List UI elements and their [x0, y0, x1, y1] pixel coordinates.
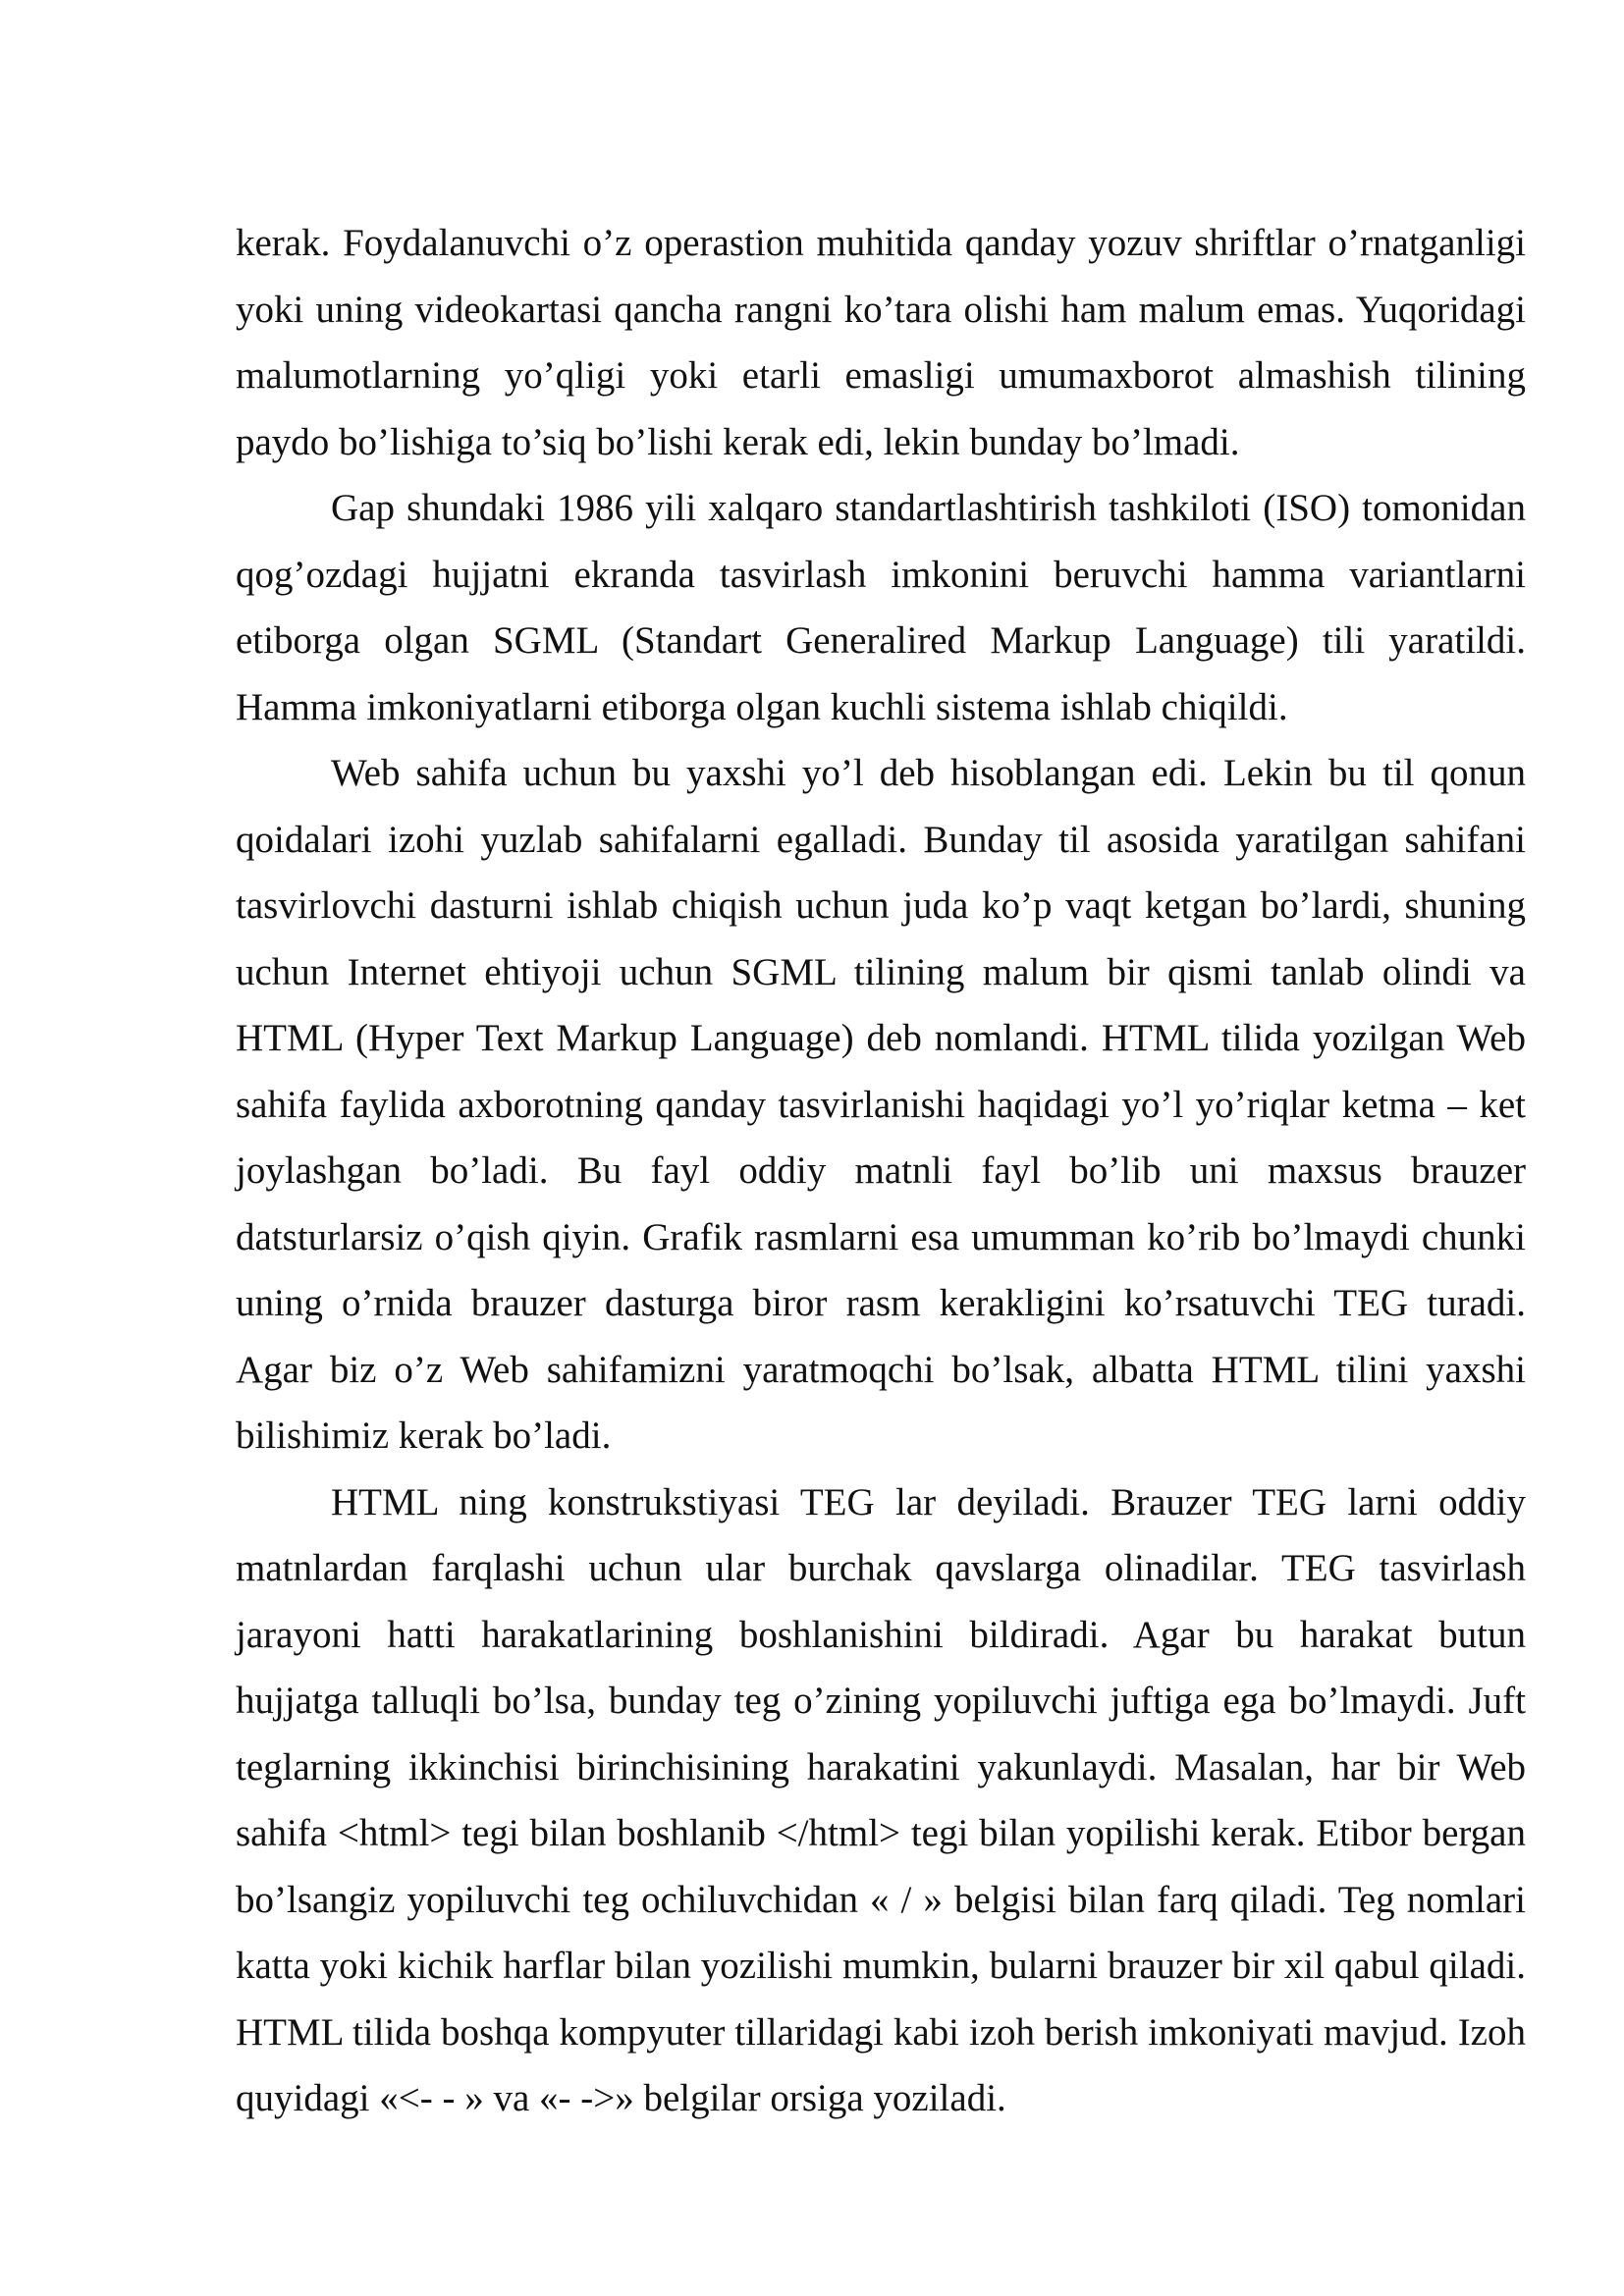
paragraph-4: HTML ning konstrukstiyasi TEG lar deyiladi. Brauzer TEG larni oddiy matnlardan farqlashi uchun ular burchak qavslarga olinadilar. TEG tasvirlash jarayoni hatti harakatlarining boshlanishini bildiradi. Agar bu harakat butun hujjatga talluqli bo’lsa, bunday teg o’zining yopiluvchi juftiga ega bo’lmaydi. Juft teglarning ikkinchisi birinchisining harakatini yakunlaydi. Masalan, har bir Web sahifa <html> tegi bilan boshlanib </html> tegi bilan yopilishi kerak. Etibor bergan bo’lsangiz yopiluvchi teg ochiluvchidan « / » belgisi bilan farq qiladi. Teg nomlari katta yoki kichik harflar bilan yozilishi mumkin, bularni brauzer bir xil qabul qiladi. HTML tilida boshqa kompyuter tillaridagi kabi izoh berish imkoniyati mavjud. Izoh quyidagi «<- - » va «- ->» belgilar orsiga yoziladi.: [236, 1480, 1526, 2119]
paragraph-3: Web sahifa uchun bu yaxshi yo’l deb hisoblangan edi. Lekin bu til qonun qoidalari izohi yuzlab sahifalarni egalladi. Bunday til asosida yaratilgan sahifani tasvirlovchi dasturni ishlab chiqish uchun juda ko’p vaqt ketgan bo’lardi, shuning uchun Internet ehtiyoji uchun SGML tilining malum bir qismi tanlab olindi va HTML (Hyper Text Markup Language) deb nomlandi. HTML tilida yozilgan Web sahifa faylida axborotning qanday tasvirlanishi haqidagi yo’l yo’riqlar ketma – ket joylashgan bo’ladi. Bu fayl oddiy matnli fayl bo’lib uni maxsus brauzer datsturlarsiz o’qish qiyin. Grafik rasmlarni esa umumman ko’rib bo’lmaydi chunki uning o’rnida brauzer dasturga biror rasm kerakligini ko’rsatuvchi TEG turadi. Agar biz o’z Web sahifamizni yaratmoqchi bo’lsak, albatta HTML tilini yaxshi bilishimiz kerak bo’ladi.: [236, 752, 1526, 1457]
document-page: [236, 210, 1526, 2132]
paragraph-1: kerak. Foydalanuvchi o’z operastion muhitida qanday yozuv shriftlar o’rnatganligi yoki uning videokartasi qancha rangni ko’tara olishi ham malum emas. Yuqoridagi malumotlarning yo’qligi yoki etarli emasligi umumaxborot almashish tilining paydo bo’lishiga to’siq bo’lishi kerak edi, lekin bunday bo’lmadi.: [236, 222, 1526, 463]
paragraph-2: Gap shundaki 1986 yili xalqaro standartlashtirish tashkiloti (ISO) tomonidan qog’ozdagi hujjatni ekranda tasvirlash imkonini beruvchi hamma variantlarni etiborga olgan SGML (Standart Generalired Markup Language) tili yaratildi. Hamma imkoniyatlarni etiborga olgan kuchli sistema ishlab chiqildi.: [236, 487, 1526, 728]
